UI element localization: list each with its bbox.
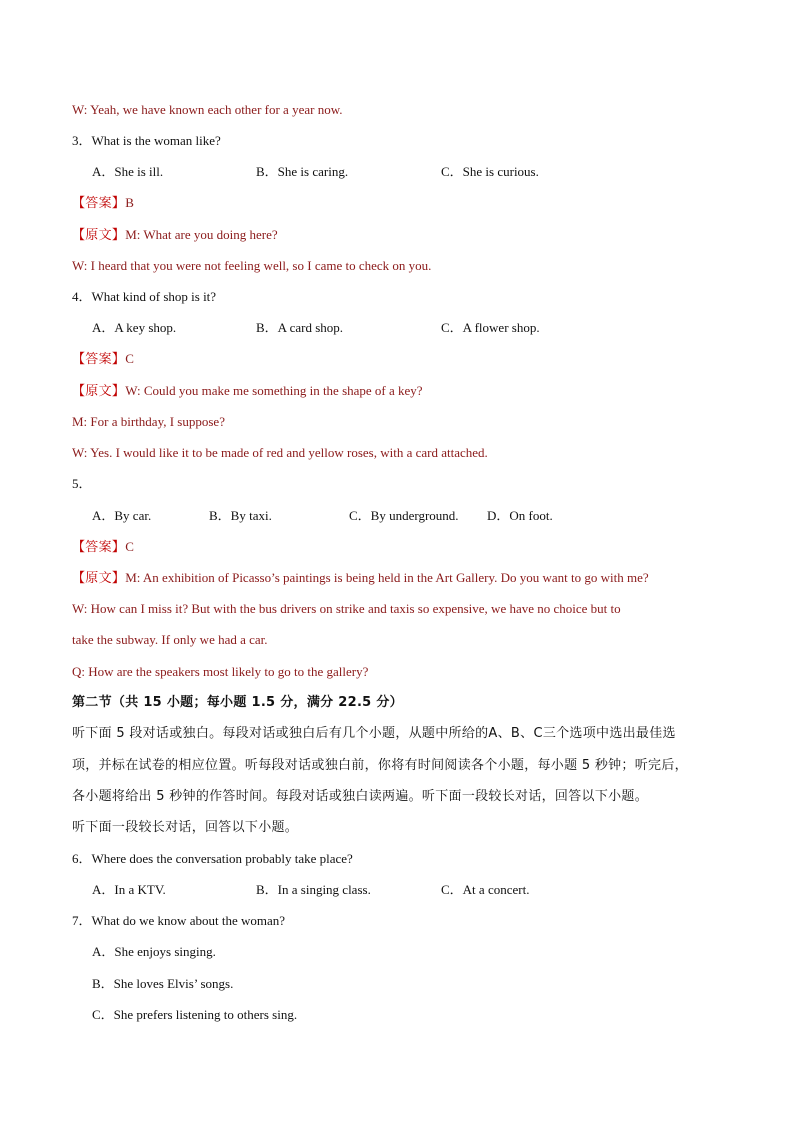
q7-option-c: C．She prefers listening to others sing. (92, 1007, 298, 1022)
answer-tag: 【答案】 (72, 540, 126, 555)
transcript-line: M: What are you doing here? (125, 227, 278, 242)
q7-option-b: B．She loves Elvis’ songs. (92, 976, 234, 991)
answer-tag: 【答案】 (72, 196, 126, 211)
q3-option-a: A．She is ill. (92, 164, 164, 179)
q5-transcript (72, 569, 649, 588)
answer-value: C (125, 351, 134, 366)
transcript-line: W: Yeah, we have known each other for a year now. (72, 102, 343, 117)
transcript-tag: 【原文】 (72, 571, 126, 586)
q5-option-d: D．On foot. (487, 508, 553, 523)
q3-option-b: B．She is caring. (256, 164, 349, 179)
instruction-line: 项，并标在试卷的相应位置。听每段对话或独白前，你将有时间阅读各个小题，每小题 5 秒钟；听完后， (72, 758, 688, 773)
q4-transcript (72, 382, 423, 401)
q3-option-c: C．She is curious. (441, 164, 539, 179)
q4-option-a: A．A key shop. (92, 320, 177, 335)
transcript-line: M: For a birthday, I suppose? (72, 414, 225, 429)
transcript-line: Q: How are the speakers most likely to go to the gallery? (72, 664, 369, 679)
q4-option-c: C．A flower shop. (441, 320, 540, 335)
instruction-line: 听下面一段较长对话，回答以下小题。 (72, 820, 299, 835)
section-heading: 第二节（共 15 小题；每小题 1.5 分，满分 22.5 分） (72, 695, 403, 710)
q6-option-c: C．At a concert. (441, 882, 530, 897)
question-6: 6．Where does the conversation probably take place? (72, 851, 353, 866)
transcript-tag: 【原文】 (72, 384, 126, 399)
question-5: 5． (72, 476, 92, 491)
answer-tag: 【答案】 (72, 352, 126, 367)
q5-option-c: C．By underground. (349, 508, 459, 523)
q5-option-a: A．By car. (92, 508, 152, 523)
q6-option-a: A．In a KTV. (92, 882, 166, 897)
transcript-line: take the subway. If only we had a car. (72, 632, 268, 647)
q3-transcript (72, 226, 278, 245)
q5-answer (72, 538, 134, 557)
q4-option-b: B．A card shop. (256, 320, 344, 335)
q3-answer (72, 194, 134, 213)
transcript-tag: 【原文】 (72, 228, 126, 243)
question-4: 4．What kind of shop is it? (72, 289, 217, 304)
q6-option-b: B．In a singing class. (256, 882, 371, 897)
question-3: 3．What is the woman like? (72, 133, 221, 148)
transcript-line: W: How can I miss it? But with the bus drivers on strike and taxis so expensive, we have no choice but to (72, 601, 621, 616)
transcript-line: W: Yes. I would like it to be made of red and yellow roses, with a card attached. (72, 445, 488, 460)
answer-value: C (125, 539, 134, 554)
q5-option-b: B．By taxi. (209, 508, 272, 523)
transcript-line: W: I heard that you were not feeling well, so I came to check on you. (72, 258, 432, 273)
transcript-line: W: Could you make me something in the shape of a key? (125, 383, 423, 398)
instruction-line: 听下面 5 段对话或独白。每段对话或独白后有几个小题，从题中所给的A、B、C三个选项中选出最佳选 (72, 726, 676, 741)
answer-value: B (125, 195, 134, 210)
q7-option-a: A．She enjoys singing. (92, 944, 216, 959)
instruction-line: 各小题将给出 5 秒钟的作答时间。每段对话或独白读两遍。听下面一段较长对话，回答以下小题。 (72, 789, 649, 804)
transcript-line: M: An exhibition of Picasso’s paintings is being held in the Art Gallery. Do you want to go with me? (125, 570, 649, 585)
q4-answer (72, 350, 134, 369)
question-7: 7．What do we know about the woman? (72, 913, 286, 928)
